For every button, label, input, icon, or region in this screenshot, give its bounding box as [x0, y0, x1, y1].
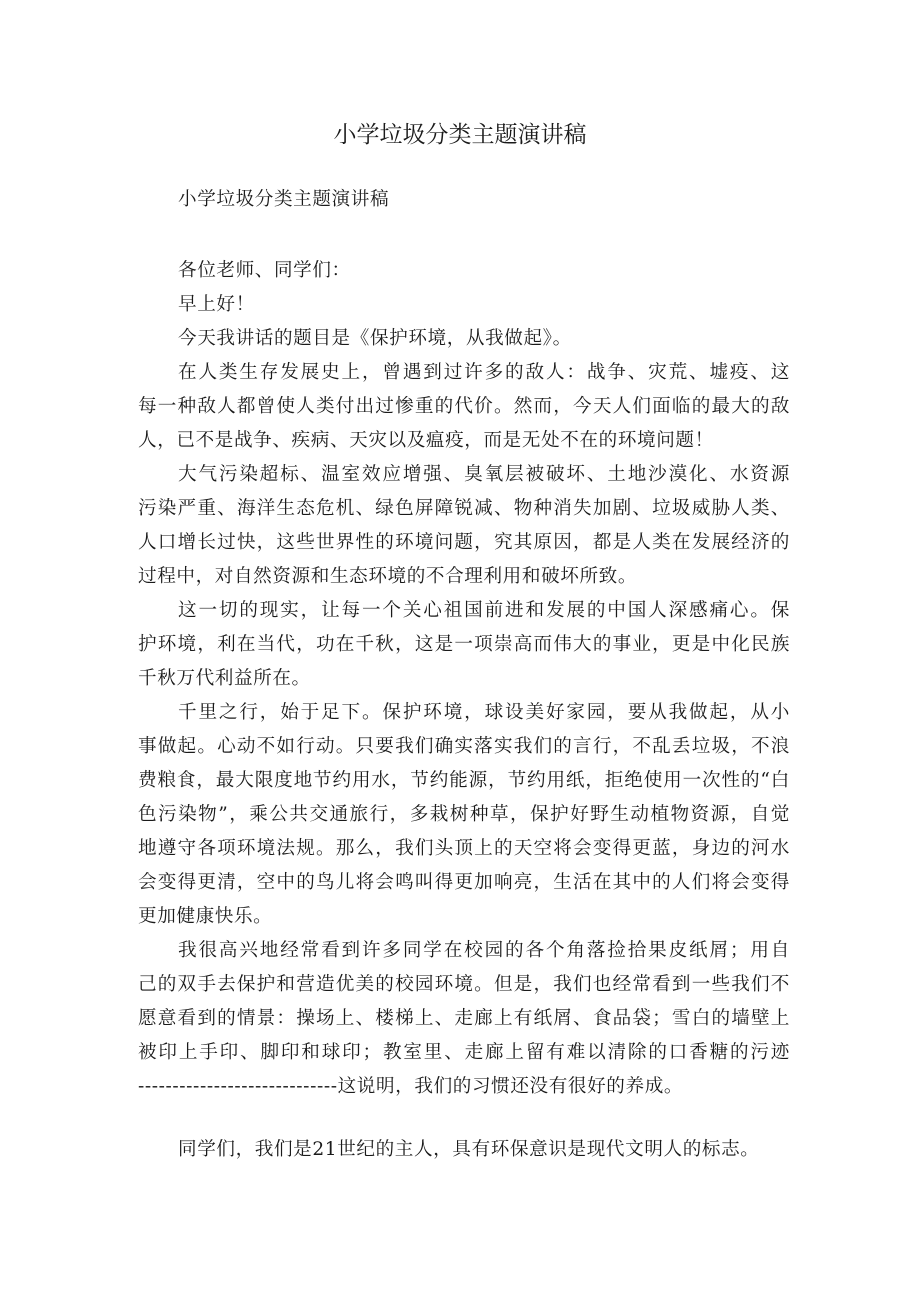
paragraph-3-line: 千秋万代利益所在。: [138, 668, 311, 689]
paragraph-5-line: 己的双手去保护和营造优美的校园环境。但是，我们也经常看到一些我们不: [138, 974, 790, 995]
paragraph-3-line: 这一切的现实，让每一个关心祖国前进和发展的中国人深感痛心。保: [178, 600, 790, 621]
paragraph-4-line: 色污染物”，乘公共交通旅行，多栽树种草，保护好野生动植物资源，自觉: [138, 804, 790, 825]
paragraph-2-line: 大气污染超标、温室效应增强、臭氧层被破坏、土地沙漠化、水资源: [178, 464, 790, 485]
subtitle: 小学垃圾分类主题演讲稿: [178, 189, 390, 210]
paragraph-4-line: 会变得更清，空中的鸟儿将会鸣叫得更加响亮，生活在其中的人们将会变得: [138, 872, 790, 893]
paragraph-4-line: 事做起。心动不如行动。只要我们确实落实我们的言行，不乱丢垃圾，不浪: [138, 736, 790, 757]
paragraph-4-line: 地遵守各项环境法规。那么，我们头顶上的天空将会变得更蓝，身边的河水: [138, 838, 790, 859]
closing-block: [138, 1133, 790, 1167]
paragraph-5-line: -----------------------------这说明，我们的习惯还没有很好的养成。: [138, 1076, 684, 1097]
paragraph-4-line: 费粮食，最大限度地节约用水，节约能源，节约用纸，拒绝使用一次性的“白: [138, 770, 790, 791]
paragraph-4-line: 更加健康快乐。: [138, 906, 273, 927]
greeting: 各位老师、同学们：: [178, 260, 351, 281]
paragraph-1-line: 在人类生存发展史上，曾遇到过许多的敌人：战争、灾荒、墟疫、这: [178, 362, 790, 383]
speech-topic: 今天我讲话的题目是《保护环境，从我做起》。: [178, 328, 572, 349]
opening-block: [138, 254, 790, 1104]
paragraph-4-line: 千里之行，始于足下。保护环境，球设美好家园，要从我做起，从小: [178, 702, 790, 723]
paragraph-5-line: 愿意看到的情景：操场上、楼梯上、走廊上有纸屑、食品袋；雪白的墙壁上: [138, 1008, 790, 1029]
page-title: 小学垃圾分类主题演讲稿: [333, 122, 587, 148]
paragraph-3-line: 护环境，利在当代，功在千秋，这是一项崇高而伟大的事业，更是中化民族: [138, 634, 790, 655]
subtitle-block: [138, 183, 790, 217]
paragraph-5-line: 被印上手印、脚印和球印；教室里、走廊上留有难以清除的口香糖的污迹: [138, 1042, 790, 1063]
paragraph-2-line: 人口增长过快，这些世界性的环境问题，究其原因，都是人类在发展经济的: [138, 532, 790, 553]
paragraph-2-line: 过程中，对自然资源和生态环境的不合理利用和破坏所致。: [138, 566, 638, 587]
paragraph-1-line: 每一种敌人都曾使人类付出过惨重的代价。然而，今天人们面临的最大的敌: [138, 396, 790, 417]
good-morning: 早上好！: [178, 294, 255, 315]
paragraph-2-line: 污染严重、海洋生态危机、绿色屏障锐减、物种消失加剧、垃圾威胁人类、: [138, 498, 790, 519]
paragraph-5-line: 我很高兴地经常看到许多同学在校园的各个角落捡拾果皮纸屑；用自: [178, 940, 790, 961]
paragraph-6-line: 同学们，我们是21世纪的主人，具有环保意识是现代文明人的标志。: [178, 1139, 760, 1160]
paragraph-1-line: 人，已不是战争、疾病、天灾以及瘟疫，而是无处不在的环境问题！: [138, 430, 714, 451]
